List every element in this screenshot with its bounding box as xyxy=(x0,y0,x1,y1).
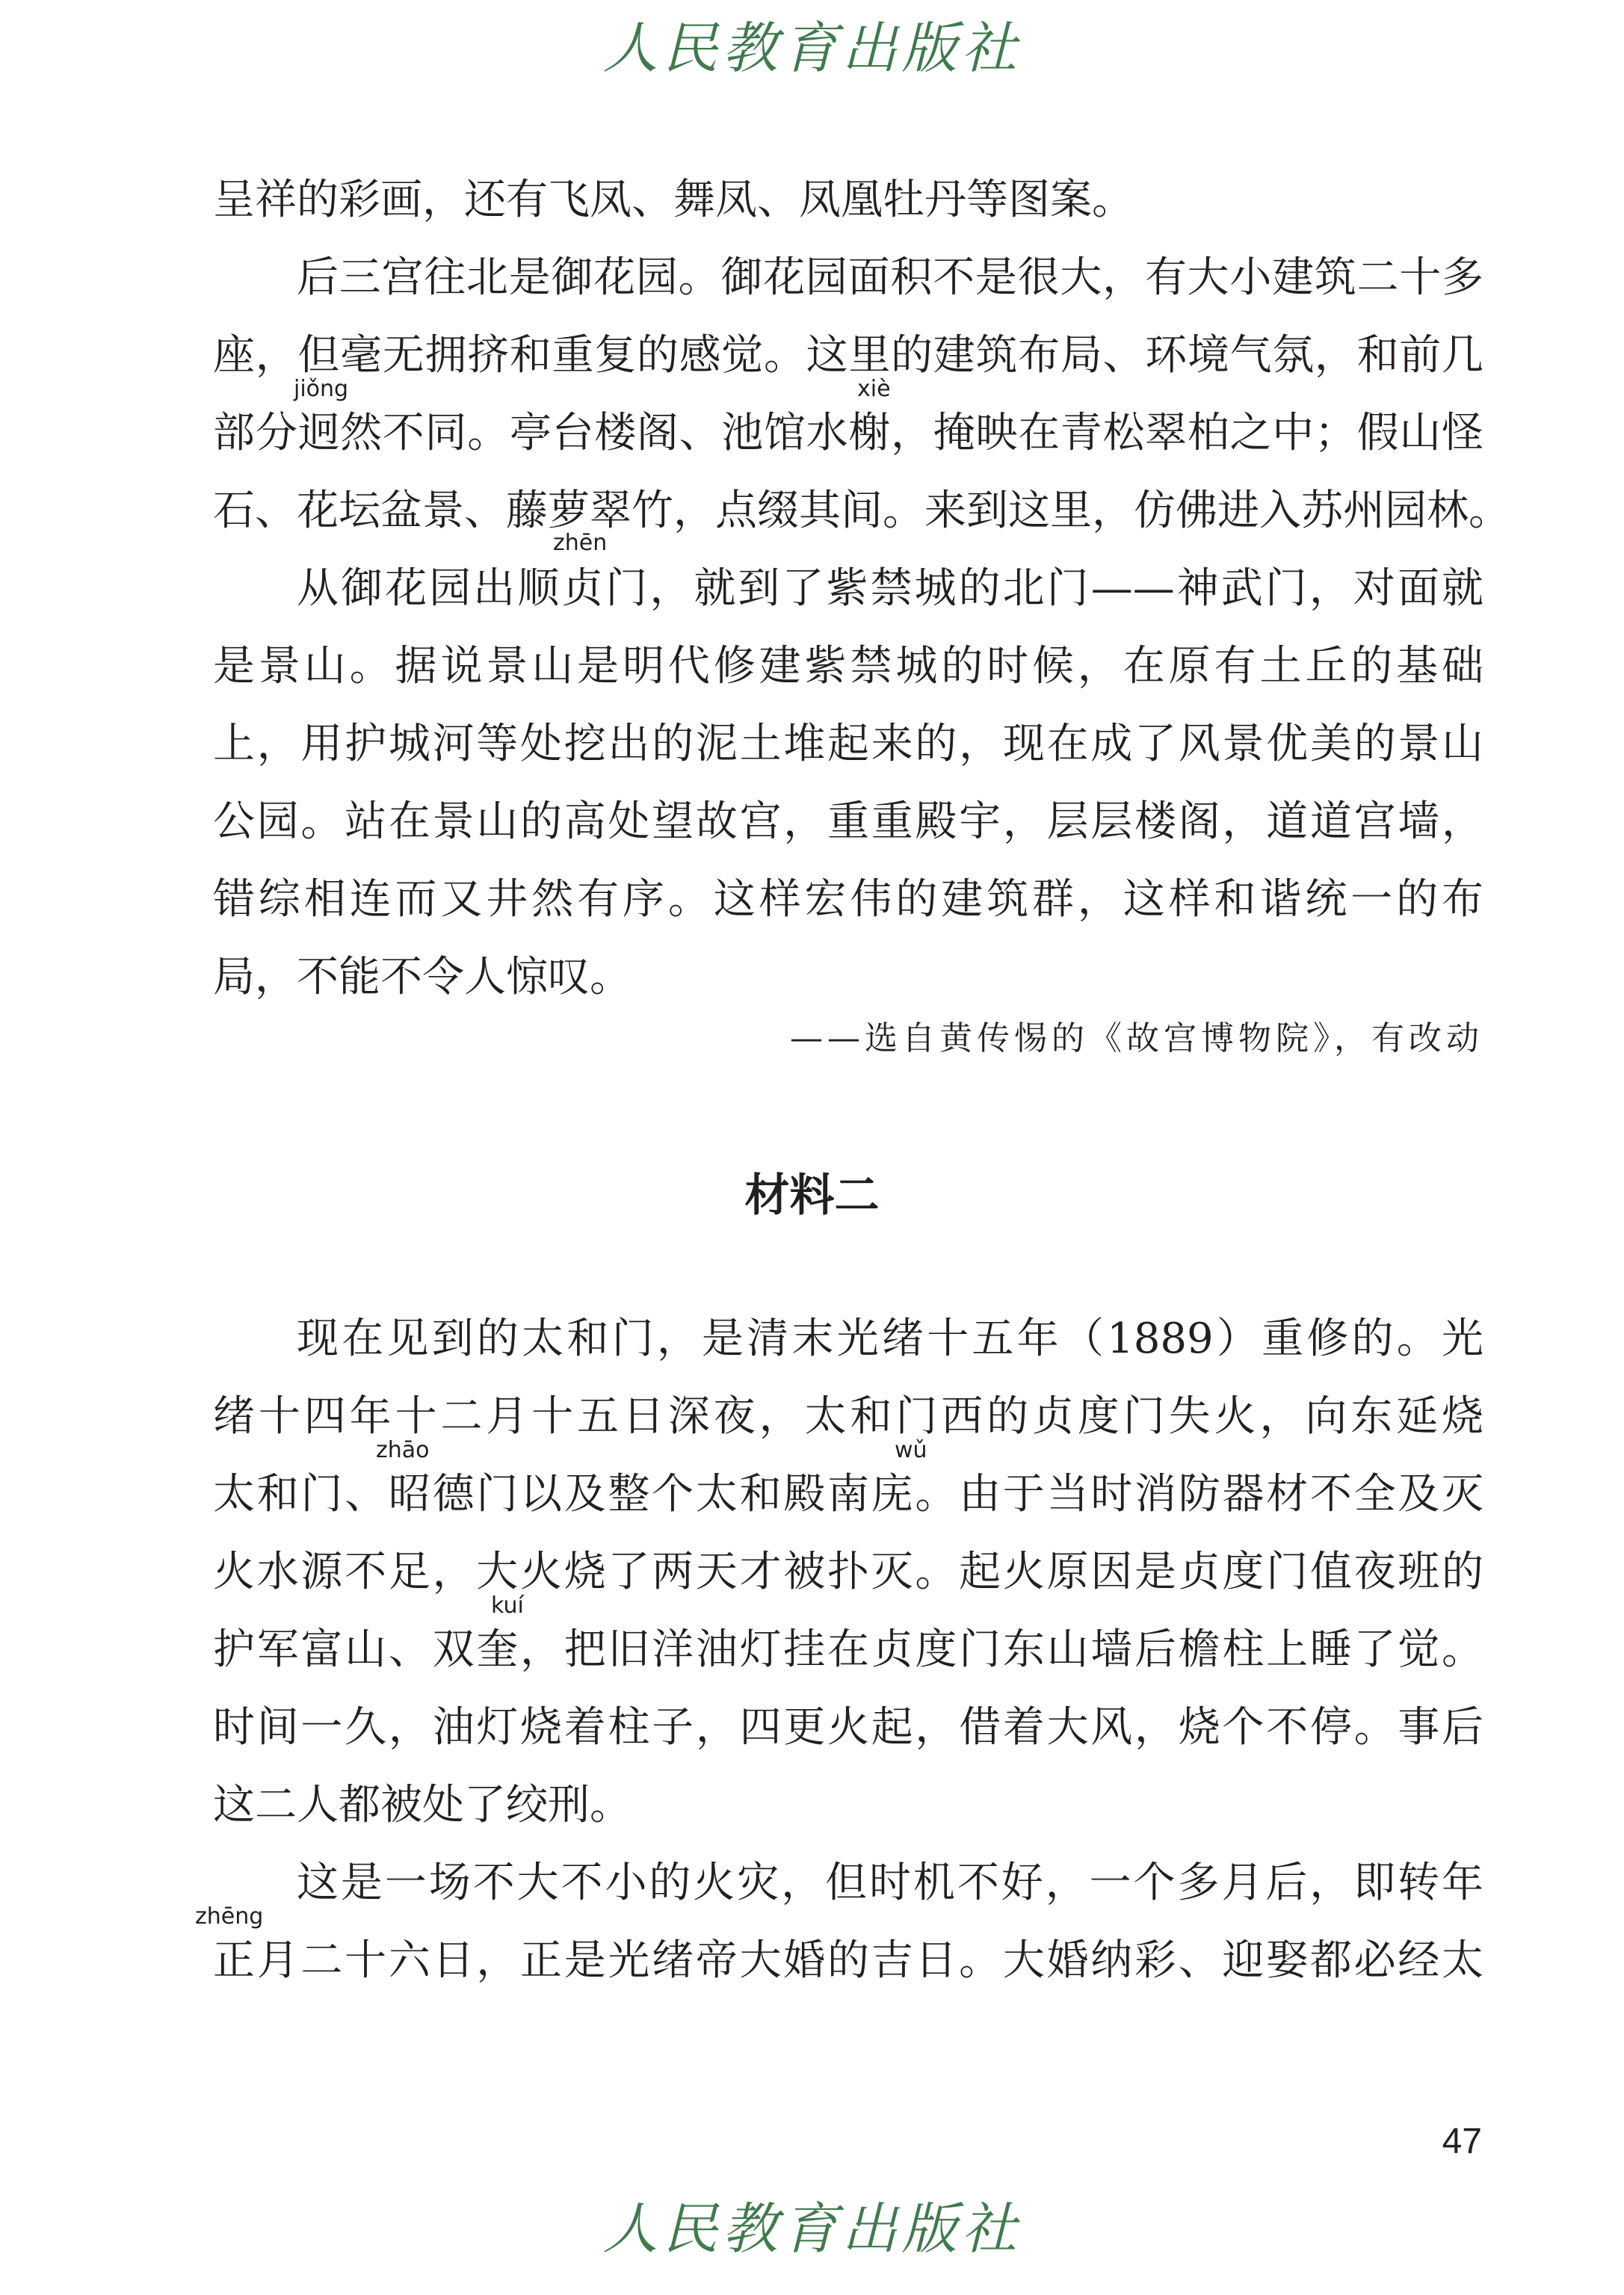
publisher-footer: 人民教育出版社 xyxy=(602,2197,1022,2261)
text-line: 火水源不足，大火烧了两天才被扑灭。起火原因是贞度门值夜班的 xyxy=(213,1548,1483,1596)
page-number: 47 xyxy=(1442,2122,1482,2161)
section-heading: 材料二 xyxy=(744,1170,880,1222)
text-line: 呈祥的彩画，还有飞凤、舞凤、凤凰牡丹等图案。 xyxy=(213,176,1134,224)
text-line: 后三宫往北是御花园。御花园面积不是很大，有大小建筑二十多 xyxy=(297,253,1483,302)
text-line: 部分迥然不同。亭台楼阁、池馆水榭，掩映在青松翠柏之中；假山怪 xyxy=(213,409,1483,457)
text-line: 是景山。据说景山是明代修建紫禁城的时候，在原有土丘的基础 xyxy=(213,642,1483,691)
pinyin-annotation: zhēng xyxy=(195,1903,264,1930)
text-line: 这二人都被处了绞刑。 xyxy=(213,1781,632,1829)
text-line: 错综相连而又井然有序。这样宏伟的建筑群，这样和谐统一的布 xyxy=(213,875,1483,924)
text-line: 公园。站在景山的高处望故宫，重重殿宇，层层楼阁，道道宫墙， xyxy=(213,797,1483,846)
pinyin-annotation: zhēn xyxy=(553,530,608,556)
pinyin-annotation: kuí xyxy=(491,1593,524,1619)
text-line: 时间一久，油灯烧着柱子，四更火起，借着大风，烧个不停。事后 xyxy=(213,1703,1483,1752)
text-line: 上，用护城河等处挖出的泥土堆起来的，现在成了风景优美的景山 xyxy=(213,720,1483,768)
publisher-header: 人民教育出版社 xyxy=(602,16,1022,81)
pinyin-annotation: xiè xyxy=(857,376,891,402)
pinyin-annotation: wǔ xyxy=(895,1437,927,1463)
text-line: 局，不能不令人惊叹。 xyxy=(213,953,632,1001)
text-line: 座，但毫无拥挤和重复的感觉。这里的建筑布局、环境气氛，和前几 xyxy=(213,331,1483,380)
text-line: 护军富山、双奎，把旧洋油灯挂在贞度门东山墙后檐柱上睡了觉。 xyxy=(213,1625,1483,1674)
text-line: 太和门、昭德门以及整个太和殿南庑。由于当时消防器材不全及灭 xyxy=(213,1470,1483,1519)
pinyin-annotation: zhāo xyxy=(376,1437,430,1463)
text-line: 从御花园出顺贞门，就到了紫禁城的北门——神武门，对面就 xyxy=(297,564,1483,613)
text-line: 绪十四年十二月十五日深夜，太和门西的贞度门失火，向东延烧 xyxy=(213,1392,1483,1441)
text-line: 石、花坛盆景、藤萝翠竹，点缀其间。来到这里，仿佛进入苏州园林。 xyxy=(213,487,1510,535)
text-line: 正月二十六日，正是光绪帝大婚的吉日。大婚纳彩、迎娶都必经太 xyxy=(213,1936,1483,1985)
text-line: 这是一场不大不小的火灾，但时机不好，一个多月后，即转年 xyxy=(297,1859,1483,1907)
pinyin-annotation: jiǒng xyxy=(294,376,349,402)
source-citation: ——选自黄传惕的《故宫博物院》，有改动 xyxy=(790,1019,1483,1057)
text-line: 现在见到的太和门，是清末光绪十五年（1889）重修的。光 xyxy=(297,1315,1483,1363)
